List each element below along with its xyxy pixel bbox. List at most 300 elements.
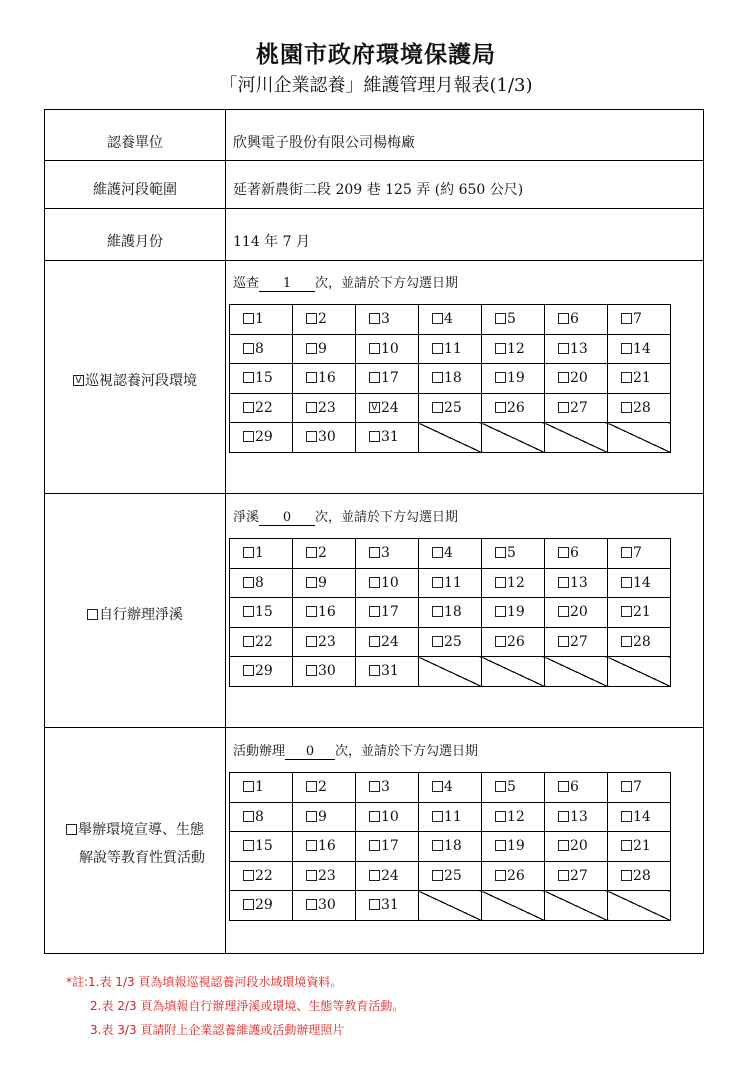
date-cell[interactable] — [293, 393, 356, 423]
date-checkbox[interactable] — [558, 636, 569, 647]
date-cell[interactable] — [356, 393, 419, 423]
date-row — [230, 773, 671, 803]
section-cleanup-checkbox[interactable] — [87, 609, 98, 620]
date-cell[interactable] — [419, 305, 482, 335]
date-cell[interactable] — [482, 627, 545, 657]
date-label: 20 — [570, 604, 588, 621]
date-label: 17 — [381, 604, 399, 621]
date-checkbox[interactable] — [369, 372, 380, 383]
date-checkbox[interactable] — [306, 811, 317, 822]
date-cell[interactable] — [293, 598, 356, 628]
date-label: 11 — [444, 574, 462, 591]
section-education-title-1: 舉辦環境宣導、生態 — [78, 822, 204, 838]
date-checkbox[interactable] — [243, 431, 254, 442]
date-label: 31 — [381, 663, 399, 680]
date-checkbox[interactable] — [495, 372, 506, 383]
date-checkbox[interactable] — [621, 811, 632, 822]
date-checkbox[interactable] — [432, 313, 443, 324]
date-label: 2 — [318, 545, 327, 562]
date-row — [230, 539, 671, 569]
date-cell[interactable] — [356, 364, 419, 394]
date-cell[interactable] — [545, 627, 608, 657]
date-cell[interactable] — [230, 832, 293, 862]
date-checkbox[interactable] — [495, 636, 506, 647]
date-label: 19 — [507, 838, 525, 855]
date-cell[interactable] — [230, 568, 293, 598]
date-label: 26 — [507, 867, 525, 884]
date-label: 13 — [570, 340, 588, 357]
date-label: 22 — [255, 633, 273, 650]
date-checkbox[interactable] — [495, 313, 506, 324]
date-cell[interactable] — [230, 364, 293, 394]
date-label: 9 — [318, 340, 327, 357]
date-label: 14 — [633, 574, 651, 591]
date-cell[interactable] — [356, 627, 419, 657]
date-cell[interactable] — [230, 423, 293, 453]
date-cell[interactable] — [608, 334, 671, 364]
empty-date-cell — [545, 657, 608, 687]
date-label: 11 — [444, 340, 462, 357]
date-cell[interactable] — [545, 568, 608, 598]
date-row — [230, 393, 671, 423]
date-row — [230, 627, 671, 657]
date-label: 5 — [507, 779, 516, 796]
date-label: 3 — [381, 545, 390, 562]
date-checkbox[interactable] — [243, 402, 254, 413]
date-checkbox[interactable] — [306, 372, 317, 383]
patrol-count-line — [233, 272, 458, 292]
date-checkbox[interactable] — [369, 547, 380, 558]
date-label: 23 — [318, 867, 336, 884]
date-checkbox[interactable] — [558, 313, 569, 324]
date-label: 8 — [255, 340, 264, 357]
date-cell[interactable] — [419, 861, 482, 891]
column-divider — [225, 110, 226, 953]
date-checkbox[interactable] — [495, 870, 506, 881]
date-cell[interactable] — [293, 861, 356, 891]
date-cell[interactable] — [356, 891, 419, 921]
section-education-label — [45, 816, 225, 872]
date-cell[interactable] — [419, 568, 482, 598]
event-count-prefix: 活動辦理 — [233, 744, 286, 759]
date-label: 21 — [633, 370, 651, 387]
date-cell[interactable] — [419, 393, 482, 423]
date-label: 6 — [570, 545, 579, 562]
date-checkbox[interactable] — [621, 547, 632, 558]
date-cell[interactable] — [230, 305, 293, 335]
date-label: 5 — [507, 545, 516, 562]
date-cell[interactable] — [482, 802, 545, 832]
date-cell[interactable] — [545, 773, 608, 803]
date-cell[interactable] — [545, 334, 608, 364]
date-checkbox[interactable] — [495, 343, 506, 354]
date-label: 9 — [318, 574, 327, 591]
footnote-1: *註:1.表 1/3 頁為填報巡視認養河段水域環境資料。 — [66, 975, 343, 989]
date-row — [230, 334, 671, 364]
cleanup-date-grid — [229, 538, 671, 687]
date-checkbox[interactable] — [495, 547, 506, 558]
date-label: 16 — [318, 370, 336, 387]
date-checkbox[interactable] — [495, 811, 506, 822]
date-checkbox[interactable] — [558, 372, 569, 383]
date-checkbox[interactable] — [369, 899, 380, 910]
date-label: 21 — [633, 838, 651, 855]
date-checkbox[interactable] — [243, 577, 254, 588]
date-checkbox[interactable] — [243, 665, 254, 676]
row-divider — [45, 260, 703, 261]
date-cell[interactable] — [356, 598, 419, 628]
date-checkbox[interactable] — [621, 577, 632, 588]
date-cell[interactable] — [482, 598, 545, 628]
adopter-value: 欣興電子股份有限公司楊梅廠 — [233, 135, 415, 151]
date-cell[interactable] — [230, 802, 293, 832]
section-education-line-1 — [45, 816, 225, 844]
date-checkbox[interactable] — [369, 840, 380, 851]
date-checkbox[interactable] — [306, 870, 317, 881]
date-label: 31 — [381, 429, 399, 446]
date-checkbox[interactable] — [432, 606, 443, 617]
date-checkbox[interactable] — [558, 606, 569, 617]
date-checkbox[interactable] — [495, 577, 506, 588]
date-cell[interactable] — [545, 598, 608, 628]
date-cell[interactable] — [482, 773, 545, 803]
month-value: 114 年 7 月 — [233, 234, 310, 250]
date-label: 31 — [381, 897, 399, 914]
date-cell[interactable] — [293, 832, 356, 862]
date-label: 13 — [570, 574, 588, 591]
date-cell[interactable] — [482, 334, 545, 364]
date-cell[interactable] — [356, 305, 419, 335]
cleanup-count-prefix: 淨溪 — [233, 510, 260, 525]
date-checkbox[interactable] — [369, 811, 380, 822]
date-label: 30 — [318, 897, 336, 914]
section-patrol-checkbox[interactable] — [73, 375, 84, 386]
date-cell[interactable] — [356, 861, 419, 891]
date-label: 22 — [255, 867, 273, 884]
date-label: 11 — [444, 808, 462, 825]
date-checkbox[interactable] — [558, 547, 569, 558]
date-checkbox[interactable] — [306, 840, 317, 851]
section-cleanup-label — [45, 601, 225, 629]
date-checkbox[interactable] — [621, 372, 632, 383]
date-checkbox[interactable] — [369, 665, 380, 676]
date-cell[interactable] — [293, 305, 356, 335]
date-checkbox[interactable] — [621, 870, 632, 881]
date-checkbox[interactable] — [558, 402, 569, 413]
date-cell[interactable] — [230, 773, 293, 803]
date-cell[interactable] — [230, 334, 293, 364]
patrol-count-value[interactable]: 1 — [259, 276, 315, 292]
date-cell[interactable] — [482, 861, 545, 891]
date-label: 8 — [255, 808, 264, 825]
date-cell[interactable] — [293, 568, 356, 598]
date-checkbox[interactable] — [369, 431, 380, 442]
date-cell[interactable] — [293, 657, 356, 687]
date-cell[interactable] — [356, 568, 419, 598]
date-checkbox[interactable] — [369, 402, 380, 413]
date-cell[interactable] — [482, 364, 545, 394]
date-label: 10 — [381, 574, 399, 591]
date-cell[interactable] — [482, 539, 545, 569]
date-cell[interactable] — [482, 568, 545, 598]
patrol-count-suffix: 次，並請於下方勾選日期 — [315, 276, 459, 291]
date-checkbox[interactable] — [432, 636, 443, 647]
date-label: 15 — [255, 604, 273, 621]
date-cell[interactable] — [608, 393, 671, 423]
empty-date-cell — [482, 657, 545, 687]
empty-date-cell — [482, 891, 545, 921]
date-cell[interactable] — [482, 393, 545, 423]
date-checkbox[interactable] — [621, 343, 632, 354]
date-label: 3 — [381, 779, 390, 796]
date-cell[interactable] — [419, 832, 482, 862]
date-cell[interactable] — [356, 539, 419, 569]
date-checkbox[interactable] — [306, 402, 317, 413]
adopter-label: 認養單位 — [107, 135, 163, 151]
date-checkbox[interactable] — [495, 781, 506, 792]
empty-date-cell — [482, 423, 545, 453]
date-row — [230, 423, 671, 453]
river-section-value: 延著新農街二段 209 巷 125 弄 (約 650 公尺) — [233, 182, 524, 198]
cleanup-count-suffix: 次，並請於下方勾選日期 — [315, 510, 459, 525]
date-label: 1 — [255, 779, 264, 796]
date-checkbox[interactable] — [243, 547, 254, 558]
date-cell[interactable] — [230, 657, 293, 687]
date-checkbox[interactable] — [621, 606, 632, 617]
date-cell[interactable] — [356, 334, 419, 364]
date-cell[interactable] — [545, 861, 608, 891]
date-checkbox[interactable] — [369, 636, 380, 647]
date-cell[interactable] — [608, 598, 671, 628]
date-checkbox[interactable] — [495, 402, 506, 413]
date-checkbox[interactable] — [306, 577, 317, 588]
date-checkbox[interactable] — [432, 372, 443, 383]
date-cell[interactable] — [356, 802, 419, 832]
date-cell[interactable] — [230, 393, 293, 423]
date-label: 17 — [381, 370, 399, 387]
date-cell[interactable] — [482, 832, 545, 862]
date-cell[interactable] — [545, 539, 608, 569]
date-row — [230, 891, 671, 921]
date-cell[interactable] — [356, 773, 419, 803]
date-checkbox[interactable] — [243, 811, 254, 822]
date-cell[interactable] — [419, 773, 482, 803]
date-checkbox[interactable] — [432, 547, 443, 558]
date-checkbox[interactable] — [243, 343, 254, 354]
date-cell[interactable] — [545, 393, 608, 423]
event-count-value[interactable]: 0 — [285, 744, 335, 760]
date-label: 3 — [381, 311, 390, 328]
date-checkbox[interactable] — [369, 577, 380, 588]
date-label: 17 — [381, 838, 399, 855]
date-label: 15 — [255, 370, 273, 387]
date-row — [230, 568, 671, 598]
date-checkbox[interactable] — [432, 811, 443, 822]
date-checkbox[interactable] — [432, 402, 443, 413]
date-checkbox[interactable] — [558, 870, 569, 881]
row-divider — [45, 493, 703, 494]
page-title: 桃園市政府環境保護局 — [256, 41, 496, 68]
date-checkbox[interactable] — [306, 313, 317, 324]
date-cell[interactable] — [482, 305, 545, 335]
date-cell[interactable] — [419, 598, 482, 628]
date-cell[interactable] — [293, 802, 356, 832]
date-cell[interactable] — [608, 773, 671, 803]
date-label: 12 — [507, 340, 525, 357]
date-checkbox[interactable] — [558, 811, 569, 822]
date-checkbox[interactable] — [369, 313, 380, 324]
date-checkbox[interactable] — [243, 313, 254, 324]
date-label: 5 — [507, 311, 516, 328]
date-label: 19 — [507, 370, 525, 387]
section-education-checkbox[interactable] — [66, 824, 77, 835]
date-cell[interactable] — [356, 832, 419, 862]
date-checkbox[interactable] — [432, 343, 443, 354]
date-row — [230, 832, 671, 862]
date-label: 7 — [633, 779, 642, 796]
date-cell[interactable] — [419, 627, 482, 657]
date-checkbox[interactable] — [621, 402, 632, 413]
date-label: 10 — [381, 808, 399, 825]
date-cell[interactable] — [608, 627, 671, 657]
date-cell[interactable] — [293, 364, 356, 394]
date-cell[interactable] — [293, 539, 356, 569]
date-label: 2 — [318, 311, 327, 328]
date-cell[interactable] — [608, 861, 671, 891]
section-patrol-title: 巡視認養河段環境 — [85, 373, 197, 389]
date-checkbox[interactable] — [243, 636, 254, 647]
date-label: 22 — [255, 399, 273, 416]
date-checkbox[interactable] — [621, 313, 632, 324]
date-label: 14 — [633, 340, 651, 357]
date-checkbox[interactable] — [243, 606, 254, 617]
date-cell[interactable] — [419, 364, 482, 394]
date-cell[interactable] — [230, 598, 293, 628]
date-cell[interactable] — [545, 832, 608, 862]
date-cell[interactable] — [356, 423, 419, 453]
date-cell[interactable] — [608, 832, 671, 862]
date-cell[interactable] — [293, 423, 356, 453]
date-checkbox[interactable] — [243, 870, 254, 881]
date-checkbox[interactable] — [306, 665, 317, 676]
date-label: 30 — [318, 663, 336, 680]
date-cell[interactable] — [419, 334, 482, 364]
date-label: 8 — [255, 574, 264, 591]
date-row — [230, 364, 671, 394]
date-checkbox[interactable] — [243, 840, 254, 851]
date-cell[interactable] — [293, 773, 356, 803]
date-label: 29 — [255, 429, 273, 446]
date-checkbox[interactable] — [432, 781, 443, 792]
date-cell[interactable] — [230, 861, 293, 891]
date-checkbox[interactable] — [621, 636, 632, 647]
date-cell[interactable] — [230, 891, 293, 921]
row-divider — [45, 208, 703, 209]
date-cell[interactable] — [230, 627, 293, 657]
empty-date-cell — [608, 891, 671, 921]
date-label: 1 — [255, 311, 264, 328]
date-label: 29 — [255, 663, 273, 680]
date-checkbox[interactable] — [306, 781, 317, 792]
date-cell[interactable] — [419, 539, 482, 569]
date-checkbox[interactable] — [558, 781, 569, 792]
date-cell[interactable] — [293, 334, 356, 364]
date-checkbox[interactable] — [243, 372, 254, 383]
date-label: 30 — [318, 429, 336, 446]
date-checkbox[interactable] — [306, 547, 317, 558]
date-label: 24 — [381, 633, 399, 650]
date-row — [230, 305, 671, 335]
date-cell[interactable] — [419, 802, 482, 832]
date-label: 4 — [444, 311, 453, 328]
date-checkbox[interactable] — [621, 840, 632, 851]
date-checkbox[interactable] — [369, 781, 380, 792]
date-cell[interactable] — [545, 364, 608, 394]
date-label: 25 — [444, 867, 462, 884]
date-checkbox[interactable] — [306, 431, 317, 442]
form-subtitle: 「河川企業認養」維護管理月報表(1/3) — [219, 75, 533, 96]
date-cell[interactable] — [545, 802, 608, 832]
date-label: 21 — [633, 604, 651, 621]
date-label: 25 — [444, 633, 462, 650]
date-cell[interactable] — [608, 305, 671, 335]
date-cell[interactable] — [545, 305, 608, 335]
cleanup-count-value[interactable]: 0 — [259, 510, 315, 526]
river-section-label: 維護河段範圍 — [93, 182, 177, 198]
date-checkbox[interactable] — [243, 899, 254, 910]
date-cell[interactable] — [293, 627, 356, 657]
date-label: 4 — [444, 545, 453, 562]
date-checkbox[interactable] — [369, 870, 380, 881]
date-checkbox[interactable] — [306, 343, 317, 354]
date-checkbox[interactable] — [369, 606, 380, 617]
date-label: 25 — [444, 399, 462, 416]
date-label: 1 — [255, 545, 264, 562]
date-checkbox[interactable] — [621, 781, 632, 792]
date-checkbox[interactable] — [558, 840, 569, 851]
date-checkbox[interactable] — [558, 343, 569, 354]
section-education-title-2: 解說等教育性質活動 — [79, 850, 205, 866]
date-label: 2 — [318, 779, 327, 796]
date-checkbox[interactable] — [432, 840, 443, 851]
date-checkbox[interactable] — [243, 781, 254, 792]
cleanup-count-line — [233, 506, 458, 526]
date-checkbox[interactable] — [558, 577, 569, 588]
date-checkbox[interactable] — [306, 636, 317, 647]
date-label: 28 — [633, 633, 651, 650]
date-checkbox[interactable] — [495, 840, 506, 851]
date-cell[interactable] — [230, 539, 293, 569]
date-checkbox[interactable] — [306, 899, 317, 910]
date-checkbox[interactable] — [495, 606, 506, 617]
date-label: 15 — [255, 838, 273, 855]
date-checkbox[interactable] — [369, 343, 380, 354]
date-cell[interactable] — [608, 364, 671, 394]
date-checkbox[interactable] — [432, 870, 443, 881]
empty-date-cell — [545, 891, 608, 921]
date-cell[interactable] — [608, 802, 671, 832]
date-cell[interactable] — [356, 657, 419, 687]
date-checkbox[interactable] — [306, 606, 317, 617]
date-label: 12 — [507, 574, 525, 591]
date-cell[interactable] — [293, 891, 356, 921]
date-label: 14 — [633, 808, 651, 825]
date-cell[interactable] — [608, 568, 671, 598]
date-label: 27 — [570, 399, 588, 416]
date-label: 6 — [570, 311, 579, 328]
date-checkbox[interactable] — [432, 577, 443, 588]
date-cell[interactable] — [608, 539, 671, 569]
